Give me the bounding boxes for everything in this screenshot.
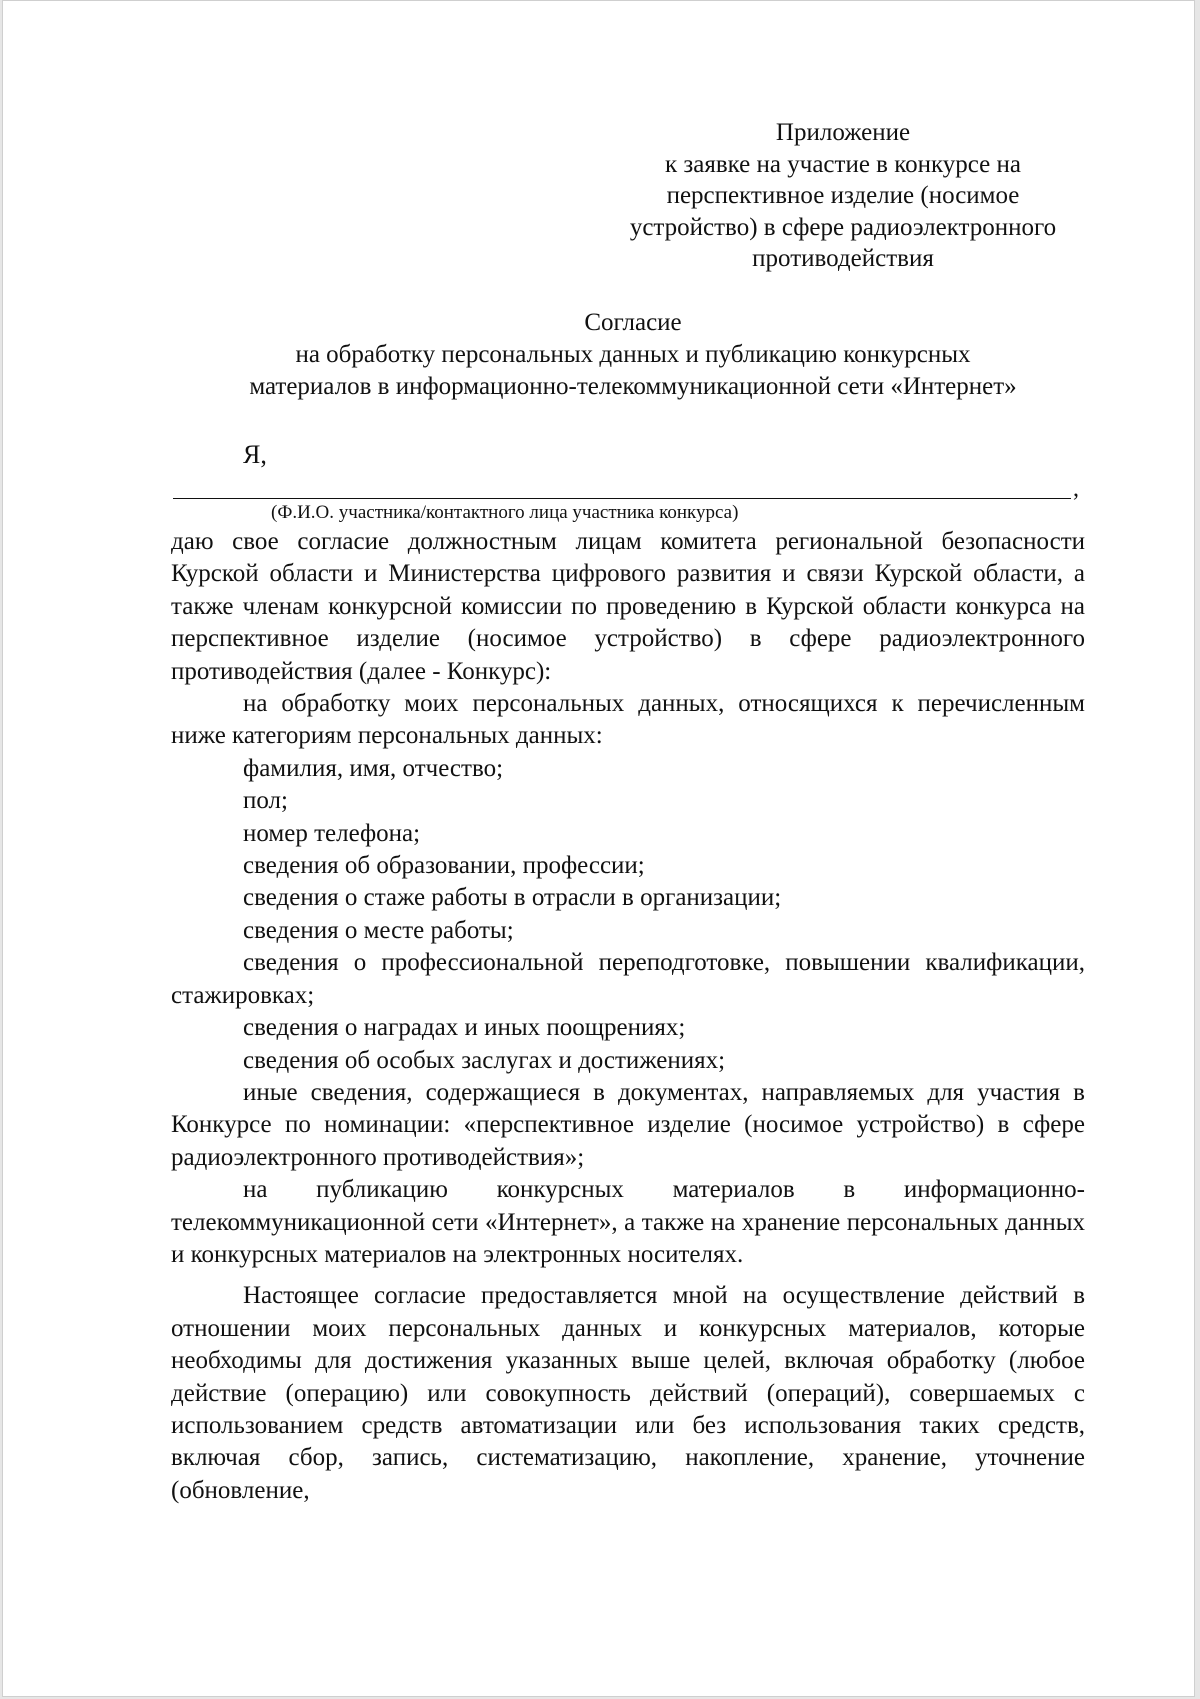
consent-body bbox=[171, 526, 1085, 1507]
category-item: пол; bbox=[243, 787, 288, 815]
other-info-paragraph: иные сведения, содержащиеся в документах, направляемых для участия в Конкурсе по номинации: «перспективное изделие (носимое устройство) в сфере радиоэлектронного противодействия»; bbox=[171, 1078, 1085, 1171]
publication-paragraph: на публикацию конкурсных материалов в информационно-телекоммуникационной сети «Интернет», а также на хранение персональных данных и конкурсных материалов на электронных носителях. bbox=[171, 1176, 1085, 1268]
category-item: сведения о месте работы; bbox=[243, 916, 514, 944]
fio-caption: (Ф.И.О. участника/контактного лица участника конкурса) bbox=[271, 502, 739, 523]
declarant-prefix: Я, bbox=[243, 440, 267, 469]
appendix-line: перспективное изделие (носимое bbox=[666, 182, 1020, 209]
scope-paragraph: Настоящее согласие предоставляется мной на осуществление действий в отношении моих персональных данных и конкурсных материалов, которые необходимы для достижения указанных выше целей, включая обработку (любое действие (операцию) или совокупность действий (операций), совершаемых с использованием средств автоматизации или без использования таких средств, включая сбор, запись, систематизацию, накопление, хранение, уточнение (обновление, bbox=[171, 1282, 1085, 1504]
consent-title-block bbox=[153, 307, 1113, 403]
category-item: номер телефона; bbox=[243, 819, 421, 847]
fio-trailing-comma: , bbox=[1073, 476, 1079, 502]
category-item: сведения о стаже работы в отрасли в организации; bbox=[243, 884, 782, 912]
fio-blank-line bbox=[173, 498, 1071, 499]
consent-heading: Согласие bbox=[584, 309, 682, 336]
merits-item: сведения об особых заслугах и достижениях; bbox=[243, 1046, 726, 1074]
processing-intro-paragraph: на обработку моих персональных данных, относящихся к перечисленным ниже категориям персональных данных: bbox=[171, 690, 1085, 750]
awards-item: сведения о наградах и иных поощрениях; bbox=[243, 1014, 686, 1042]
appendix-line: к заявке на участие в конкурсе на bbox=[664, 150, 1021, 178]
appendix-header bbox=[603, 117, 1083, 275]
retraining-item: сведения о профессиональной переподготовке, повышении квалификации, стажировках; bbox=[171, 949, 1085, 1009]
consent-subtitle-line: материалов в информационно-телекоммуникационной сети «Интернет» bbox=[249, 373, 1017, 400]
appendix-line: Приложение bbox=[775, 119, 911, 146]
category-item: сведения об образовании, профессии; bbox=[243, 852, 645, 880]
category-item: фамилия, имя, отчество; bbox=[243, 754, 504, 782]
appendix-line: устройство) в сфере радиоэлектронного bbox=[629, 213, 1057, 241]
consent-subtitle-line: на обработку персональных данных и публикацию конкурсных bbox=[295, 341, 971, 368]
consent-intro-paragraph: даю свое согласие должностным лицам комитета региональной безопасности Курской области и Министерства цифрового развития и связи Курской области, а также членам конкурсной комиссии по проведению в Курской области конкурса на перспективное изделие (носимое устройство) в сфере радиоэлектронного противодействия (далее - Конкурс): bbox=[171, 528, 1085, 685]
appendix-line: противодействия bbox=[752, 245, 934, 272]
document-page bbox=[2, 0, 1195, 1697]
